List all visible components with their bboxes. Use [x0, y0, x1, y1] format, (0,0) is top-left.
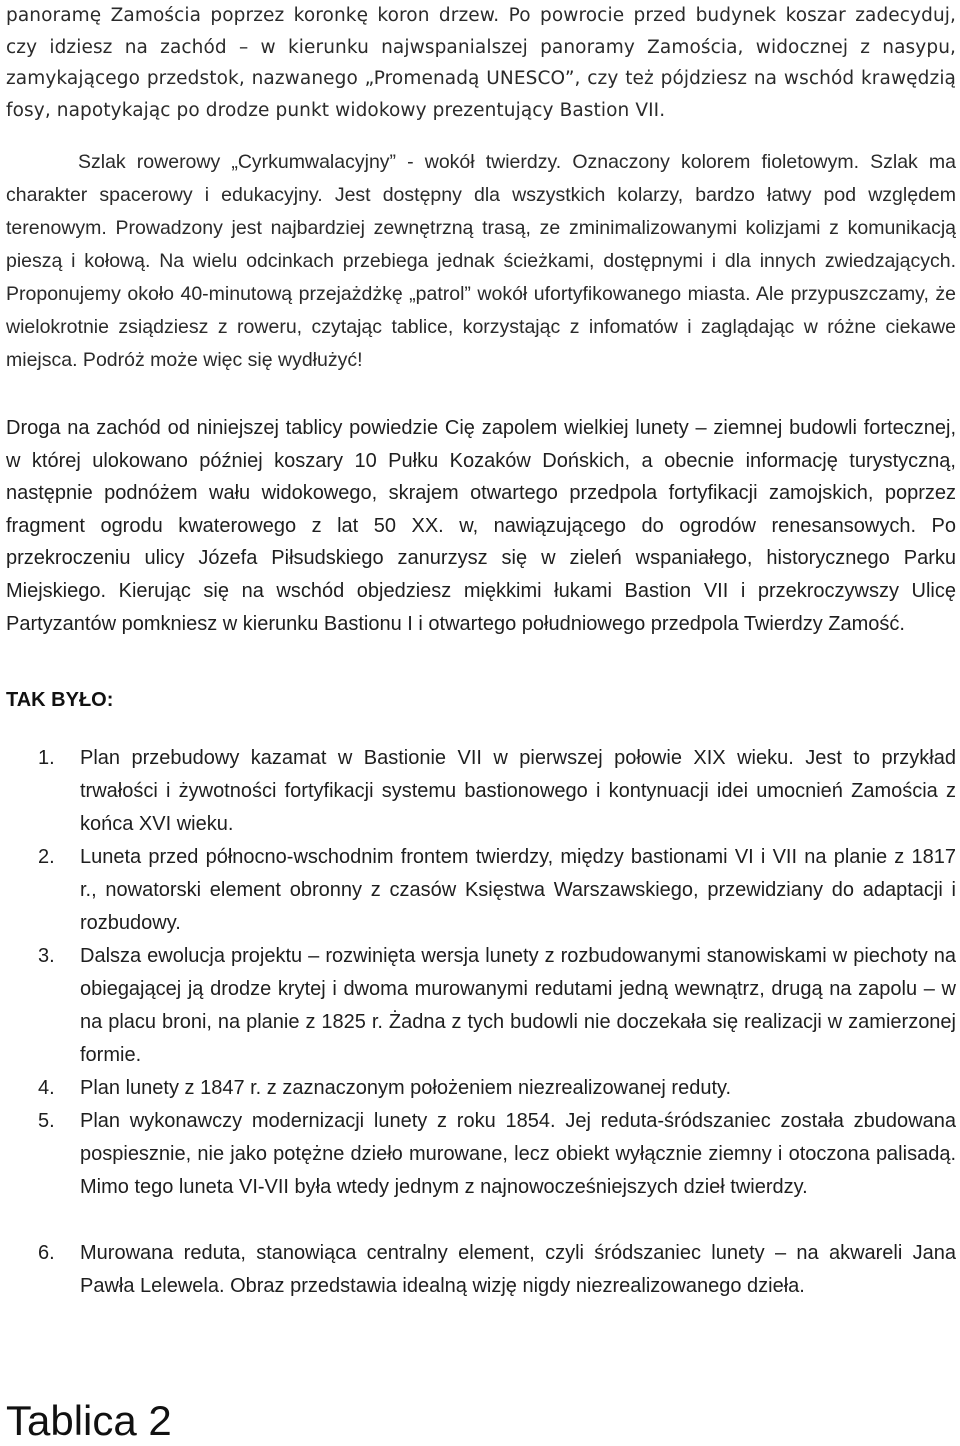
list-item-text: Murowana reduta, stanowiąca centralny element, czyli śródszaniec lunety – na akwareli Jana Pawła Lelewela. Obraz przedstawia idealną wizję nigdy niezrealizowanego dzieła.: [80, 1242, 956, 1297]
list-item-number: 6.: [38, 1242, 55, 1264]
list-item: [0, 940, 960, 1072]
list-item-text: Luneta przed północno-wschodnim frontem twierdzy, między bastionami VI i VII na planie z 1817 r., nowatorski element obronny z czasów Księstwa Warszawskiego, przewidziany do adaptacji i rozbudowy.: [80, 846, 956, 934]
list-item-number: 1.: [38, 747, 55, 769]
list-item-number: 3.: [38, 945, 55, 967]
section-heading: TAK BYŁO:: [6, 689, 114, 711]
list-item-text: Plan przebudowy kazamat w Bastionie VII w pierwszej połowie XIX wieku. Jest to przykład trwałości i żywotności fortyfikacji systemu bastionowego i kontynuacji idei umocnień Zamościa z końca XVI wieku.: [80, 747, 956, 835]
list-item-text: Dalsza ewolucja projektu – rozwinięta wersja lunety z rozbudowanymi stanowiskami w piechoty na obiegającej ją drodze krytej i dwoma murowanymi redutami jedną wewnątrz, drugą na zapolu – w na placu broni, na planie z 1825 r. Żadna z tych budowli nie doczekała się realizacji w zamierzonej formie.: [80, 945, 956, 1066]
paragraph-bike-trail-text: Szlak rowerowy „Cyrkumwalacyjny” - wokół twierdzy. Oznaczony kolorem fioletowym. Szlak ma charakter spacerowy i edukacyjny. Jest dostępny dla wszystkich kolarzy, bardzo łatwy pod względem terenowym. Prowadzony jest najbardziej zewnętrzną trasą, ze zminimalizowanymi kolizjami z komunikacją pieszą i kołową. Na wielu odcinkach przebiega jednak ścieżkami, dostępnymi i dla innych zwiedzających. Proponujemy około 40-minutową przejażdżkę „patrol” wokół ufortyfikowanego miasta. Ale przypuszczamy, że wielokrotnie zsiądziesz z roweru, czytając tablice, korzystając z infomatów i zaglądając w różne ciekawe miejsca. Podróż może więc się wydłużyć!: [6, 151, 956, 371]
list-item-number: 4.: [38, 1077, 55, 1099]
list-item-number: 2.: [38, 846, 55, 868]
list-item-text: Plan wykonawczy modernizacji lunety z roku 1854. Jej reduta-śródszaniec została zbudowana pospiesznie, nie jako potężne dzieło murowane, lecz obiekt wyłącznie ziemny i otoczona palisadą. Mimo tego luneta VI-VII była wtedy jednym z najnowocześniejszych dzieł twierdzy.: [80, 1110, 956, 1198]
list-item-number: 5.: [38, 1110, 55, 1132]
list-item: [0, 1237, 960, 1336]
paragraph-route-west: Droga na zachód od niniejszej tablicy powiedzie Cię zapolem wielkiej lunety – ziemnej budowli fortecznej, w której ulokowano później koszary 10 Pułku Kozaków Dońskich, a obecnie informację turystyczną, następnie podnóżem wału widokowego, skrajem otwartego przedpola fortyfikacji zamojskich, poprzez fragment ogrodu kwaterowego z lat 50 XX. w, nawiązującego do ogrodów renesansowych. Po przekroczeniu ulicy Józefa Piłsudskiego zanurzysz się w zieleń wspaniałego, historycznego Parku Miejskiego. Kierując się na wschód objedziesz miękkimi łukami Bastion VII i przekroczywszy Ulicę Partyzantów pomkniesz w kierunku Bastionu I i otwartego południowego przedpola Twierdzy Zamość.: [6, 417, 956, 635]
paragraph-intro: panoramę Zamościa poprzez koronkę koron drzew. Po powrocie przed budynek koszar zadecyduj, czy idziesz na zachód – w kierunku najwspanialszej panoramy Zamościa, widocznej z nasypu, zamykającego przedstok, nazwanego „Promenadą UNESCO”, czy też pójdziesz na wschód krawędzią fosy, napotykając po drodze punkt widokowy prezentujący Bastion VII.: [6, 5, 956, 121]
list-item: [0, 1105, 960, 1237]
paragraph-bike-trail: [6, 146, 956, 377]
board-title: Tablica 2: [6, 1397, 172, 1444]
list-item: [0, 1072, 960, 1105]
history-list: [0, 742, 960, 1336]
list-item: [0, 742, 960, 841]
list-item-text: Plan lunety z 1847 r. z zaznaczonym położeniem niezrealizowanej reduty.: [80, 1077, 732, 1099]
list-item: [0, 841, 960, 940]
